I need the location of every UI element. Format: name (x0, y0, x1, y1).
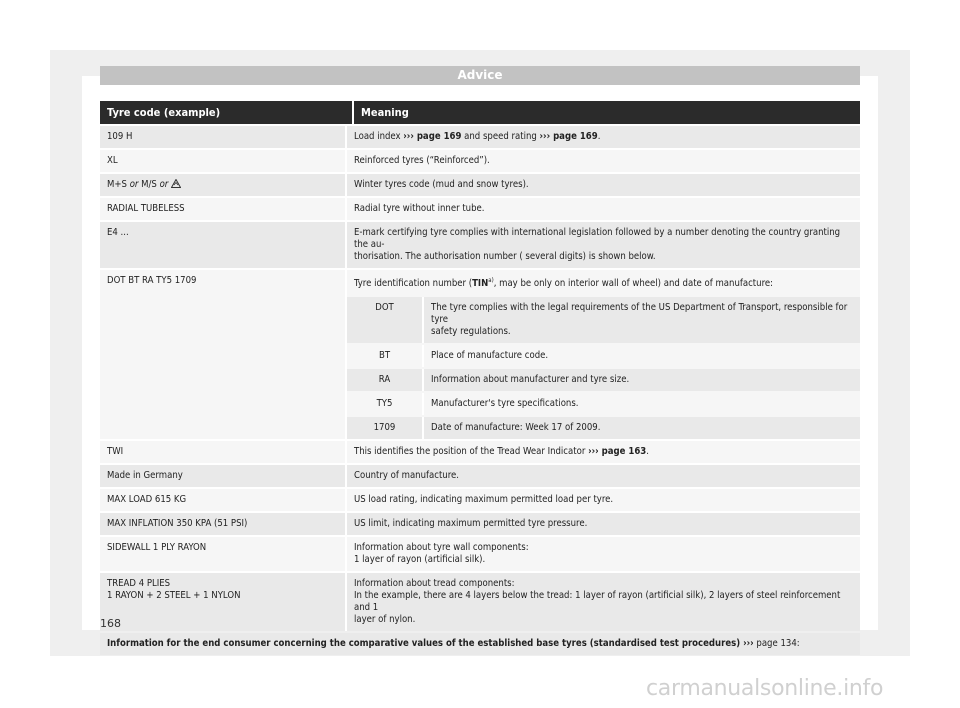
meaning-cell: Tyre identification number (TIN$^{a)}$, may be only on interior wall of wheel) and date of manufacture: DOT The tyre complies with the legal requirements of the US Department of Transport, responsible for tyre safety regulations. BT Place of manufacture code. RA Information about manufacturer and tyre size. TY5 Manufacturer's tyre specifications. 1709 Date of manufacture: Week 17 of 2009. (345, 270, 860, 439)
tin-subrow: TY5 Manufacturer's tyre specifications. (347, 393, 860, 415)
code-cell: 109 H (100, 126, 345, 148)
table-row (100, 174, 860, 196)
table-row (100, 198, 860, 220)
table-row (100, 270, 860, 439)
table-row (100, 489, 860, 511)
meaning-cell: US load rating, indicating maximum permitted load per tyre. (345, 489, 860, 511)
page-link[interactable]: ››› page 169 (403, 131, 462, 142)
table-header (100, 101, 860, 124)
tyre-code-table (100, 101, 860, 655)
meaning-cell: Load index ››› page 169 and speed rating ››› page 169. (345, 126, 860, 148)
meaning-cell: Radial tyre without inner tube. (345, 198, 860, 220)
code-cell: MAX INFLATION 350 KPA (51 PSI) (100, 513, 345, 535)
page-link[interactable]: ››› page 169 (539, 131, 598, 142)
col-header-code: Tyre code (example) (107, 106, 221, 119)
tin-subrow: BT Place of manufacture code. (347, 345, 860, 367)
tin-subrow: 1709 Date of manufacture: Week 17 of 2009. (347, 417, 860, 439)
table-row (100, 150, 860, 172)
meaning-cell: Information about tyre wall components: 1 layer of rayon (artificial silk). (345, 537, 860, 571)
meaning-cell: Information about tread components: In the example, there are 4 layers below the tread: 1 layer of rayon (artificial silk), 2 layers of steel reinforcement and 1 layer of nylon. (345, 573, 860, 631)
table-row (100, 573, 860, 631)
code-cell: TWI (100, 441, 345, 463)
page-link[interactable]: ››› (743, 638, 754, 650)
code-cell: DOT BT RA TY5 1709 (100, 270, 345, 439)
advice-title: Advice (100, 66, 860, 85)
tin-subrow: DOT The tyre complies with the legal requirements of the US Department of Transport, responsible for tyre safety regulations. (347, 297, 860, 343)
table-row (100, 222, 860, 268)
meaning-cell: This identifies the position of the Tread Wear Indicator ››› page 163. (345, 441, 860, 463)
code-cell: M+S or M/S or (100, 174, 345, 196)
table-row (100, 441, 860, 463)
meaning-cell: Reinforced tyres (“Reinforced”). (345, 150, 860, 172)
code-cell: SIDEWALL 1 PLY RAYON (100, 537, 345, 571)
meaning-cell: E-mark certifying tyre complies with international legislation followed by a number denoting the country granting the au- thorisation. The authorisation number ( several digits) is shown below. (345, 222, 860, 268)
code-cell: MAX LOAD 615 KG (100, 489, 345, 511)
table-row (100, 537, 860, 571)
col-header-meaning: Meaning (352, 101, 860, 124)
tin-subrow: RA Information about manufacturer and tyre size. (347, 369, 860, 391)
table-footnote-row: Information for the end consumer concerning the comparative values of the established base tyres (standardised test procedures) ››› page 134: (100, 633, 860, 655)
watermark: carmanualsonline.info (646, 676, 884, 701)
code-cell: RADIAL TUBELESS (100, 198, 345, 220)
meaning-cell: US limit, indicating maximum permitted tyre pressure. (345, 513, 860, 535)
table-row (100, 126, 860, 148)
meaning-cell: Winter tyres code (mud and snow tyres). (345, 174, 860, 196)
page-number: 168 (100, 617, 121, 630)
code-cell: XL (100, 150, 345, 172)
page-link[interactable]: ››› page 163 (588, 446, 647, 458)
code-cell: TREAD 4 PLIES 1 RAYON + 2 STEEL + 1 NYLON (100, 573, 345, 631)
table-row (100, 465, 860, 487)
code-cell: Made in Germany (100, 465, 345, 487)
code-cell: E4 ... (100, 222, 345, 268)
meaning-cell: Country of manufacture. (345, 465, 860, 487)
snowflake-mountain-icon (171, 179, 181, 188)
table-row (100, 513, 860, 535)
